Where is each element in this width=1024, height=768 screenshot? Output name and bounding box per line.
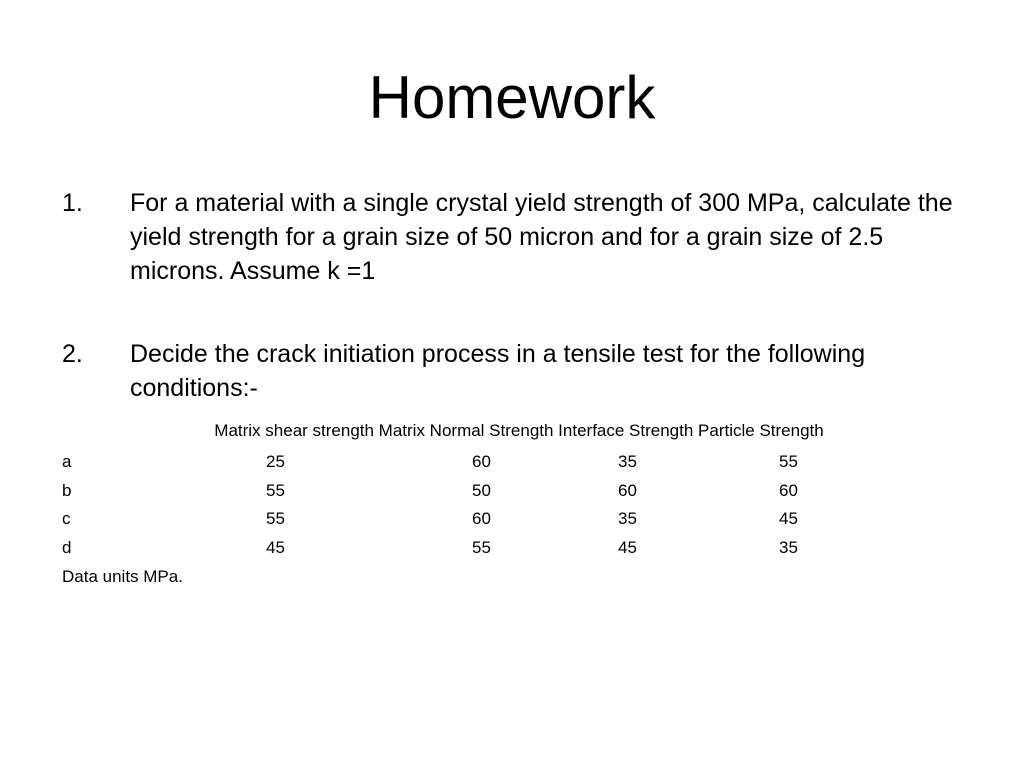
item-number: 2. — [62, 340, 83, 368]
table-cell: 55 — [779, 452, 798, 471]
item-number: 1. — [62, 189, 83, 217]
table-cell: 35 — [618, 452, 637, 471]
table-cell: 60 — [779, 481, 798, 500]
table-cell: c — [62, 509, 71, 528]
table-row — [0, 450, 1024, 474]
table-row — [0, 536, 1024, 560]
table-cell: 60 — [472, 509, 491, 528]
table-cell: d — [62, 538, 72, 557]
table-cell: 45 — [266, 538, 285, 557]
table-cell: 45 — [618, 538, 637, 557]
table-cell: 60 — [472, 452, 491, 471]
slide-title: Homework — [368, 64, 656, 131]
table-cell: 55 — [266, 509, 285, 528]
table-row — [0, 479, 1024, 503]
table-row — [0, 507, 1024, 531]
table-header: Matrix shear strength Matrix Normal Strength Interface Strength Particle Strength — [214, 421, 824, 440]
units-note: Data units MPa. — [62, 567, 183, 586]
item-text: Decide the crack initiation process in a tensile test for the following conditions:- — [130, 340, 866, 402]
table-cell: 60 — [618, 481, 637, 500]
table-cell: 55 — [266, 481, 285, 500]
table-cell: b — [62, 481, 72, 500]
table-cell: 45 — [779, 509, 798, 528]
table-cell: 55 — [472, 538, 491, 557]
item-text: For a material with a single crystal yield strength of 300 MPa, calculate the yield strength for a grain size of 50 micron and for a grain size of 2.5 microns. Assume k =1 — [130, 189, 953, 285]
table-cell: 50 — [472, 481, 491, 500]
table-cell: 35 — [779, 538, 798, 557]
table-cell: a — [62, 452, 72, 471]
table-cell: 25 — [266, 452, 285, 471]
table-cell: 35 — [618, 509, 637, 528]
